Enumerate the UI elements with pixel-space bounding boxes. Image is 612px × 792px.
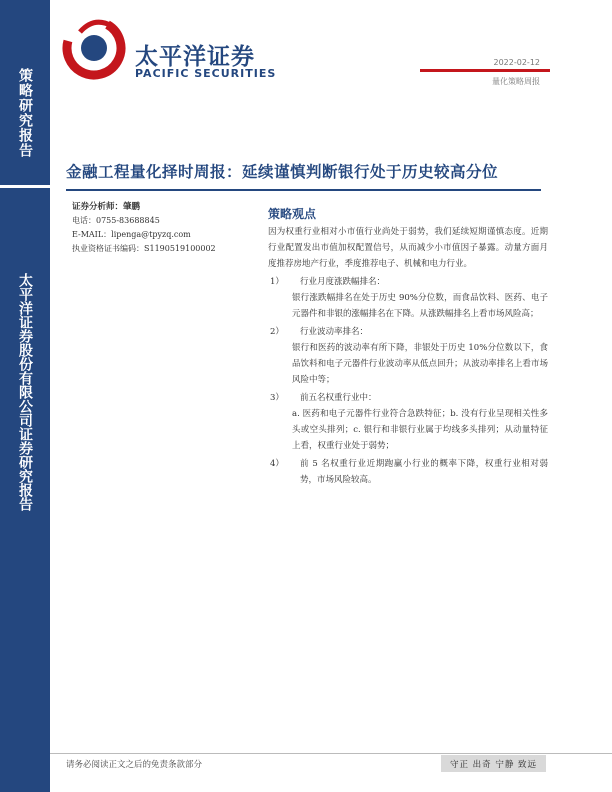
- footer-disclaimer: 请务必阅读正文之后的免责条款部分: [66, 760, 203, 770]
- list-item: [268, 324, 548, 340]
- item-body: a. 医药和电子元器件行业符合急跌特征；b. 没有行业呈现相关性多头或空头排列；c. 银行和非银行业属于均线多头排列；从动量特征上看，权重行业处于弱势；: [292, 409, 548, 451]
- strategy-content: [268, 224, 548, 488]
- section-title: 策略观点: [268, 207, 317, 221]
- left-sidebar: [0, 0, 50, 792]
- list-item: [268, 274, 548, 290]
- list-item: [268, 390, 548, 406]
- report-date: 2022-02-12: [493, 58, 540, 67]
- analyst-name: 肇鹏: [123, 202, 141, 212]
- report-title: 金融工程量化择时周报：延续谨慎判断银行处于历史较高分位: [66, 162, 499, 181]
- item-number: 1）: [270, 277, 284, 287]
- analyst-email: E-MAIL：lipenga@tpyzq.com: [72, 230, 191, 239]
- sidebar-company-label: 太平洋证券股份有限公司证券研究报告: [17, 273, 33, 511]
- item-heading: 前 5 名权重行业近期跑赢小行业的概率下降，权重行业相对弱势，市场风险较高。: [300, 459, 548, 485]
- item-body: 银行涨跌幅排名在处于历史 90%分位数，而食品饮料、医药、电子元器件和非银的涨幅排名在下降。从涨跌幅排名上看市场风险高；: [292, 293, 548, 319]
- item-heading: 行业月度涨跌幅排名：: [300, 277, 386, 287]
- footer-motto: 守正 出奇 宁静 致远: [441, 755, 546, 772]
- header-red-rule: [420, 69, 550, 72]
- report-type: 量化策略周报: [492, 77, 540, 86]
- item-number: 2）: [270, 327, 284, 337]
- item-number: 3）: [270, 393, 284, 403]
- title-underline: [66, 189, 541, 191]
- item-body: 银行和医药的波动率有所下降，非银处于历史 10%分位数以下，食品饮料和电子元器件行业波动率从低点回升；从波动率排名上看市场风险中等；: [292, 343, 548, 385]
- analyst-info: [72, 200, 247, 256]
- analyst-label: 证券分析师：: [72, 202, 124, 212]
- item-number: 4）: [270, 459, 284, 469]
- intro-paragraph: 因为权重行业相对小市值行业尚处于弱势，我们延续短期谨慎态度。近期行业配置发出市值加权配置信号，从而减少小市值因子暴露。动量方面月度推荐房地产行业，季度推荐电子、机械和电力行业。: [268, 227, 548, 269]
- footer-divider: [50, 753, 612, 754]
- brand-name-cn: 太平洋证券: [135, 44, 255, 70]
- brand-name-en: PACIFIC SECURITIES: [135, 67, 277, 80]
- analyst-phone: 电话：0755-83688845: [72, 216, 160, 225]
- sidebar-divider: [0, 185, 50, 188]
- analyst-name-row: [72, 200, 247, 214]
- pacific-securities-logo-icon: [60, 12, 128, 80]
- item-heading: 行业波动率排名：: [300, 327, 369, 337]
- sidebar-report-category: 策略研究报告: [17, 68, 33, 158]
- list-item: [268, 456, 548, 488]
- item-heading: 前五名权重行业中：: [300, 393, 377, 403]
- analyst-cert: 执业资格证书编码：S1190519100002: [72, 244, 216, 253]
